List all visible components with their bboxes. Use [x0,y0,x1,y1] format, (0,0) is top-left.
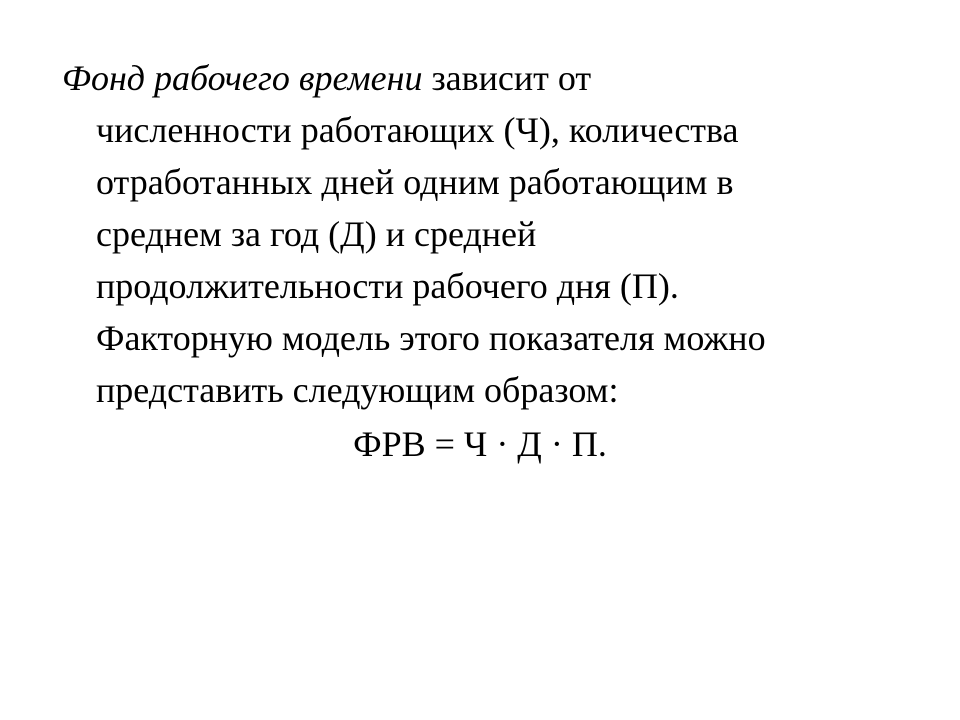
paragraph-line-4: среднем за год (Д) и средней [96,214,537,254]
formula: ФРВ = Ч · Д · П. [353,424,607,464]
paragraph-line-6: Факторную модель этого показателя можно [96,318,766,358]
paragraph [62,52,922,416]
paragraph-line-5: продолжительности рабочего дня (П). [96,266,679,306]
paragraph-line-1-rest: зависит от [422,58,592,98]
paragraph-line-3: отработанных дней одним работающим в [96,162,734,202]
paragraph-line-7: представить следующим образом: [96,370,619,410]
term-italic: Фонд рабочего времени [62,58,423,98]
paragraph-line-1 [62,52,922,104]
paragraph-line-2: численности работающих (Ч), количества [96,110,739,150]
